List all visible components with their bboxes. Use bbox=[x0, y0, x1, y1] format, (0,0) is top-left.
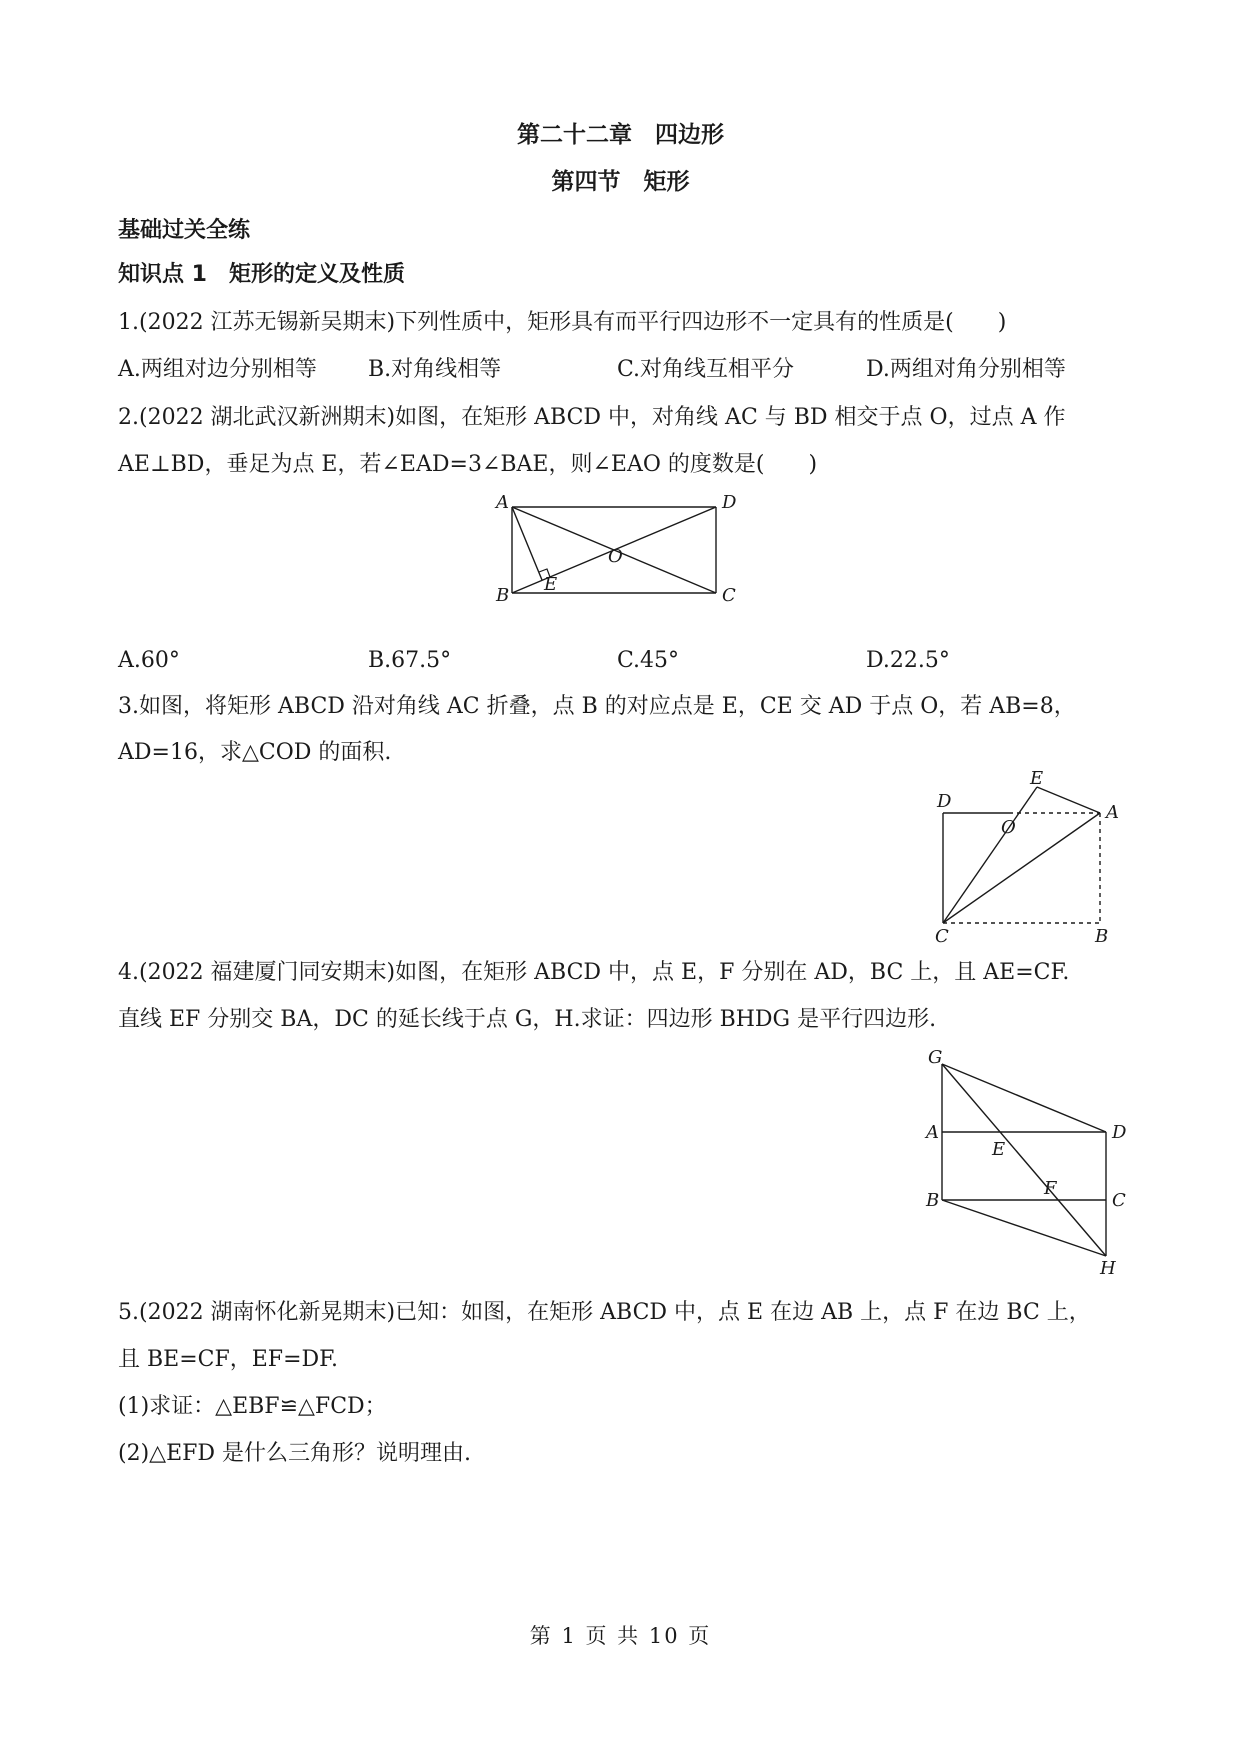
q3-label-e: E bbox=[1030, 768, 1044, 789]
q3-segment-ce bbox=[943, 787, 1037, 923]
q4-label-b: B bbox=[926, 1190, 940, 1211]
q1-option-d: D.两组对角分别相等 bbox=[866, 357, 1066, 382]
q2-label-c: C bbox=[722, 585, 736, 606]
q5-sub-question-1: (1)求证：△EBF≌△FCD； bbox=[118, 1394, 387, 1419]
q2-label-e: E bbox=[544, 574, 558, 595]
q2-label-b: B bbox=[496, 585, 510, 606]
q4-line-gh bbox=[942, 1064, 1106, 1256]
knowledge-point: 知识点 1 矩形的定义及性质 bbox=[118, 262, 405, 287]
q3-diagonal-ac bbox=[943, 813, 1100, 923]
q2-option-c: C.45° bbox=[617, 648, 680, 673]
q4-stem-line2: 直线 EF 分别交 BA，DC 的延长线于点 G，H.求证：四边形 BHDG 是平行四边形. bbox=[118, 1007, 937, 1032]
section-title: 第四节 矩形 bbox=[551, 169, 690, 195]
chapter-title: 第二十二章 四边形 bbox=[517, 122, 724, 148]
q4-label-d: D bbox=[1112, 1122, 1127, 1143]
q4-label-c: C bbox=[1112, 1190, 1126, 1211]
q2-stem-line1: 2.(2022 湖北武汉新洲期末)如图，在矩形 ABCD 中，对角线 AC 与 BD 相交于点 O，过点 A 作 bbox=[118, 405, 1066, 430]
q2-label-d: D bbox=[722, 492, 737, 513]
q2-label-a: A bbox=[496, 492, 509, 513]
q1-stem: 1.(2022 江苏无锡新吴期末)下列性质中，矩形具有而平行四边形不一定具有的性质是( ) bbox=[118, 310, 1007, 335]
q2-option-d: D.22.5° bbox=[866, 648, 950, 673]
q3-label-b: B bbox=[1095, 926, 1109, 947]
q2-option-b: B.67.5° bbox=[368, 648, 452, 673]
q2-option-a: A.60° bbox=[118, 648, 180, 673]
q1-option-c: C.对角线互相平分 bbox=[617, 357, 795, 382]
q1-option-a: A.两组对边分别相等 bbox=[118, 357, 317, 382]
q3-figure bbox=[925, 768, 1125, 950]
q3-stem-line1: 3.如图，将矩形 ABCD 沿对角线 AC 折叠，点 B 的对应点是 E，CE 交 AD 于点 O，若 AB=8， bbox=[118, 694, 1076, 719]
q3-label-a: A bbox=[1106, 802, 1119, 823]
q5-stem-line2: 且 BE=CF，EF=DF. bbox=[118, 1347, 338, 1372]
practice-title: 基础过关全练 bbox=[118, 218, 251, 243]
q3-label-o: O bbox=[1001, 817, 1016, 838]
q5-sub-question-2: (2)△EFD 是什么三角形？说明理由. bbox=[118, 1441, 472, 1466]
q4-label-f: F bbox=[1044, 1178, 1057, 1199]
q1-option-b: B.对角线相等 bbox=[368, 357, 502, 382]
q2-figure bbox=[490, 492, 750, 610]
q4-label-a: A bbox=[926, 1122, 939, 1143]
q4-figure bbox=[920, 1047, 1130, 1279]
q4-stem-line1: 4.(2022 福建厦门同安期末)如图，在矩形 ABCD 中，点 E，F 分别在 AD，BC 上，且 AE=CF. bbox=[118, 960, 1070, 985]
q4-label-g: G bbox=[928, 1047, 943, 1068]
q5-stem-line1: 5.(2022 湖南怀化新晃期末)已知：如图，在矩形 ABCD 中，点 E 在边 AB 上，点 F 在边 BC 上， bbox=[118, 1300, 1091, 1325]
q3-segment-ea bbox=[1037, 787, 1100, 813]
q3-label-d: D bbox=[937, 791, 952, 812]
q3-stem-line2: AD=16，求△COD 的面积. bbox=[118, 740, 392, 765]
q4-segment-gd bbox=[942, 1064, 1106, 1132]
q4-label-e: E bbox=[992, 1139, 1006, 1160]
q3-label-c: C bbox=[935, 926, 949, 947]
q2-label-o: O bbox=[608, 546, 623, 567]
q4-label-h: H bbox=[1100, 1258, 1116, 1279]
page-footer: 第 1 页 共 10 页 bbox=[529, 1624, 712, 1648]
q2-stem-line2: AE⊥BD，垂足为点 E，若∠EAD=3∠BAE，则∠EAO 的度数是( ) bbox=[118, 452, 818, 477]
